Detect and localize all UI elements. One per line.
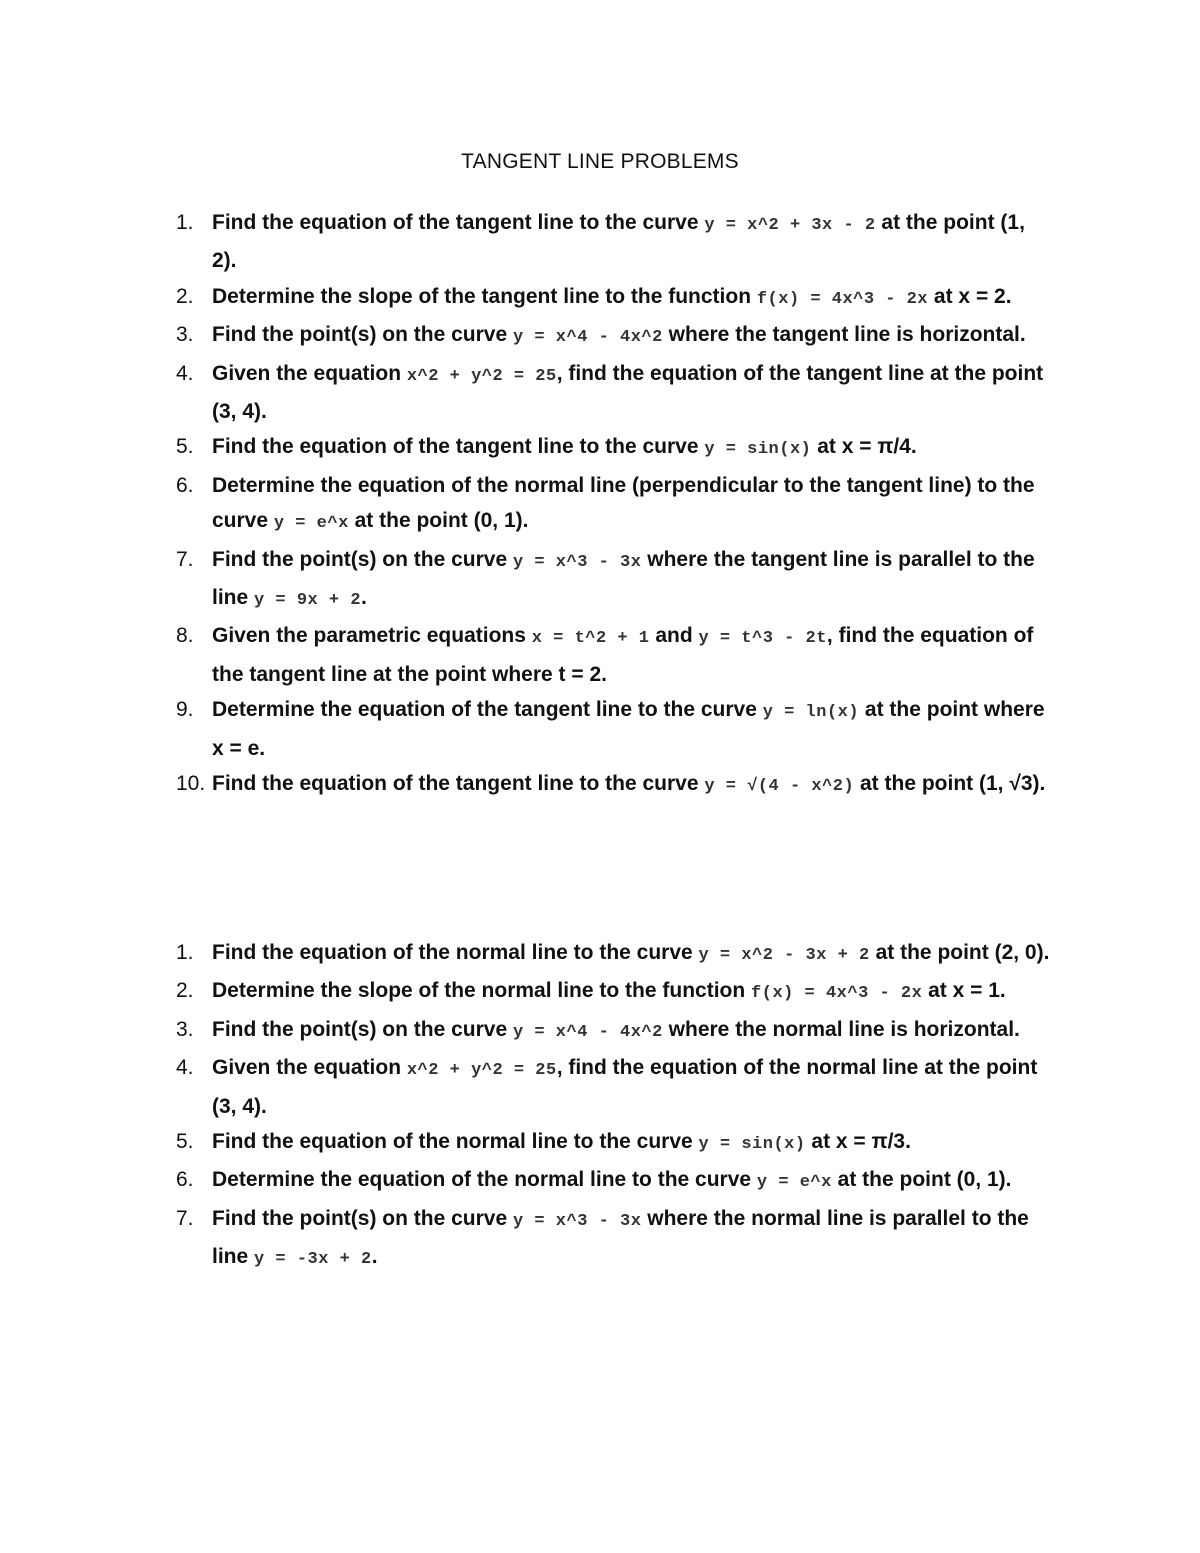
math-expression: x = t^2 + 1	[531, 629, 650, 649]
problem-number: 10.	[176, 772, 206, 796]
problem-item	[0, 766, 1200, 804]
problem-item	[0, 542, 1200, 619]
problem-number: 4.	[176, 1056, 194, 1080]
problem-text: Find the equation of the tangent line to the curve y = x^2 + 3x - 2 at the point (1, 2).	[212, 211, 1025, 273]
problem-number: 3.	[176, 323, 194, 347]
problem-item	[0, 973, 1200, 1011]
problem-item	[0, 356, 1200, 430]
problem-number: 2.	[176, 284, 194, 308]
math-expression: y = e^x	[273, 514, 349, 534]
problem-text: Find the point(s) on the curve y = x^3 - 3x where the tangent line is parallel to the line y = 9x + 2.	[212, 547, 1035, 611]
problem-number: 1.	[176, 941, 194, 964]
problem-item	[0, 279, 1200, 317]
math-expression: x^2 + y^2 = 25	[406, 366, 557, 386]
math-expression: y = x^4 - 4x^2	[513, 1022, 663, 1042]
problem-text: Determine the equation of the tangent line to the curve y = ln(x) at the point where x = e.	[212, 698, 1045, 760]
problem-item	[0, 692, 1200, 766]
math-expression: y = √(4 - x^2)	[704, 777, 855, 797]
problem-text: Determine the equation of the normal line (perpendicular to the tangent line) to the curve y = e^x at the point (0, 1).	[212, 473, 1035, 534]
page-title: TANGENT LINE PROBLEMS	[461, 150, 739, 173]
problem-text: Find the equation of the normal line to the curve y = sin(x) at x = π/3.	[212, 1130, 911, 1155]
math-expression: y = sin(x)	[698, 1135, 806, 1155]
tangent-problem-list	[0, 205, 1200, 805]
problem-text: Find the equation of the tangent line to the curve y = sin(x) at x = π/4.	[212, 435, 917, 460]
math-expression: y = sin(x)	[704, 440, 812, 460]
problem-item	[0, 1201, 1200, 1278]
problem-item	[0, 317, 1200, 355]
normal-problem-list	[0, 935, 1200, 1278]
math-expression: y = x^2 + 3x - 2	[704, 216, 876, 235]
problem-text: Determine the equation of the normal line to the curve y = e^x at the point (0, 1).	[212, 1168, 1012, 1193]
problem-number: 7.	[176, 547, 194, 571]
problem-item	[0, 935, 1200, 973]
problem-number: 9.	[176, 698, 194, 722]
problem-text: Find the point(s) on the curve y = x^4 - 4x^2 where the tangent line is horizontal.	[212, 323, 1026, 348]
math-expression: y = x^2 - 3x + 2	[698, 946, 870, 965]
problem-item	[0, 429, 1200, 467]
problem-number: 6.	[176, 1168, 194, 1192]
problem-text: Find the equation of the tangent line to the curve y = √(4 - x^2) at the point (1, √3).	[212, 772, 1046, 797]
problem-number: 6.	[176, 473, 194, 497]
problem-number: 3.	[176, 1017, 194, 1041]
problem-item	[0, 205, 1200, 279]
math-expression: f(x) = 4x^3 - 2x	[751, 984, 923, 1004]
problem-item	[0, 1050, 1200, 1124]
problem-text: Determine the slope of the normal line to the function f(x) = 4x^3 - 2x at x = 1.	[212, 979, 1006, 1004]
problem-number: 7.	[176, 1206, 194, 1230]
problem-number: 8.	[176, 624, 194, 648]
problem-text: Find the point(s) on the curve y = x^4 - 4x^2 where the normal line is horizontal.	[212, 1017, 1020, 1042]
problem-text: Given the equation x^2 + y^2 = 25, find the equation of the normal line at the point (3, 4).	[212, 1056, 1038, 1118]
problem-text: Given the equation x^2 + y^2 = 25, find the equation of the tangent line at the point (3, 4).	[212, 361, 1044, 424]
problem-item	[0, 1162, 1200, 1200]
problem-text: Determine the slope of the tangent line to the function f(x) = 4x^3 - 2x at x = 2.	[212, 284, 1012, 309]
problem-text: Find the equation of the normal line to the curve y = x^2 - 3x + 2 at the point (2, 0).	[212, 941, 1050, 965]
math-expression: f(x) = 4x^3 - 2x	[756, 289, 929, 309]
math-expression: y = ln(x)	[762, 703, 860, 723]
math-expression: y = x^3 - 3x	[513, 1211, 642, 1231]
problem-number: 5.	[176, 1130, 194, 1154]
problem-item	[0, 468, 1200, 542]
math-expression: y = e^x	[756, 1173, 832, 1193]
problem-item	[0, 618, 1200, 692]
problem-number: 2.	[176, 979, 194, 1003]
problem-number: 1.	[176, 211, 194, 234]
math-expression: y = -3x + 2	[254, 1250, 372, 1270]
problem-number: 5.	[176, 435, 194, 459]
math-expression: y = x^3 - 3x	[513, 552, 642, 572]
problem-text: Find the point(s) on the curve y = x^3 - 3x where the normal line is parallel to the line y = -3x + 2.	[212, 1206, 1029, 1270]
problem-number: 4.	[176, 361, 194, 385]
math-expression: y = x^4 - 4x^2	[513, 328, 663, 348]
problem-item	[0, 1124, 1200, 1162]
math-expression: y = 9x + 2	[254, 591, 362, 611]
problem-item	[0, 1012, 1200, 1050]
problem-text: Given the parametric equations x = t^2 + 1 and y = t^3 - 2t, find the equation of the tangent line at the point where t = 2.	[212, 624, 1034, 686]
math-expression: x^2 + y^2 = 25	[406, 1061, 557, 1081]
math-expression: y = t^3 - 2t	[698, 629, 827, 649]
